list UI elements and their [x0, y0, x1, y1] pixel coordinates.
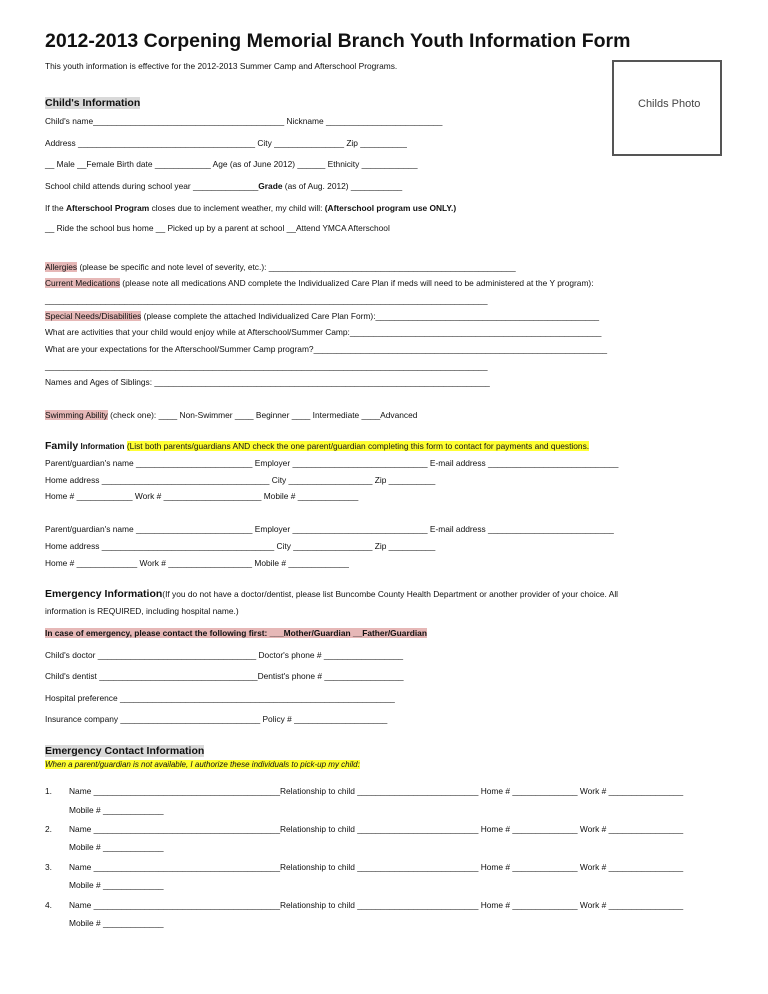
- expectations-field[interactable]: What are your expectations for the Afterschool/Summer Camp program?_______________________________________________________________: [45, 344, 608, 354]
- school-field[interactable]: School child attends during school year ______________Grade (as of Aug. 2012) ___________: [45, 181, 403, 191]
- medications-field[interactable]: Current Medications (please note all medications AND complete the Individualized Care Plan if meds will need to be administered at the Y program):: [45, 278, 594, 288]
- special-needs-label: Special Needs/Disabilities: [45, 311, 142, 321]
- emergency-heading: Emergency Information: [45, 588, 163, 600]
- contact-row-1-num: 1.: [45, 786, 52, 796]
- contacts-heading: Emergency Contact Information: [45, 745, 205, 757]
- family-instruction: (List both parents/guardians AND check the one parent/guardian completing this form to contact for payments and questions.: [126, 441, 590, 451]
- contact-row-4-num: 4.: [45, 900, 52, 910]
- gender-birth-field[interactable]: __ Male __Female Birth date ____________ Age (as of June 2012) ______ Ethnicity ____________: [45, 159, 418, 169]
- swimming-label: Swimming Ability: [45, 410, 108, 420]
- child-photo-box[interactable]: [612, 60, 722, 156]
- emergency-note: information is REQUIRED, including hospital name.): [45, 606, 239, 616]
- hospital-field[interactable]: Hospital preference ___________________________________________________________: [45, 693, 395, 703]
- family-heading: Family Information (List both parents/guardians AND check the one parent/guardian completing this form to contact for payments and questions.: [45, 440, 590, 452]
- parent2-phones-field[interactable]: Home # _____________ Work # __________________ Mobile # _____________: [45, 558, 349, 568]
- weather-question: If the Afterschool Program closes due to inclement weather, my child will: (Afterschool program use ONLY.): [45, 203, 457, 213]
- child-info-heading: Child's Information: [45, 97, 141, 109]
- doctor-field[interactable]: Child's doctor __________________________________ Doctor's phone # _________________: [45, 650, 404, 660]
- child-name-field[interactable]: Child's name_________________________________________ Nickname _________________________: [45, 116, 443, 126]
- dentist-field[interactable]: Child's dentist __________________________________Dentist's phone # _________________: [45, 671, 404, 681]
- parent1-name-field[interactable]: Parent/guardian's name _________________________ Employer _____________________________ E-mail address ____________________________: [45, 458, 619, 468]
- allergies-field[interactable]: Allergies (please be specific and note level of severity, etc.): _____________________________________________________: [45, 262, 516, 272]
- contact-row-2-mobile[interactable]: Mobile # _____________: [69, 842, 164, 852]
- intro-text: This youth information is effective for the 2012-2013 Summer Camp and Afterschool Programs.: [45, 61, 398, 71]
- parent1-address-field[interactable]: Home address ____________________________________ City __________________ Zip __________: [45, 475, 436, 485]
- swimming-field[interactable]: Swimming Ability (check one): ____ Non-Swimmer ____ Beginner ____ Intermediate ____Advanced: [45, 410, 418, 420]
- parent1-phones-field[interactable]: Home # ____________ Work # _____________________ Mobile # _____________: [45, 491, 359, 501]
- contact-row-3[interactable]: Name ________________________________________Relationship to child __________________________ Home # ______________ Work # ________________: [69, 862, 684, 872]
- contact-row-2-num: 2.: [45, 824, 52, 834]
- weather-options[interactable]: __ Ride the school bus home __ Picked up by a parent at school __Attend YMCA Afterschool: [45, 223, 390, 233]
- contact-row-2[interactable]: Name ________________________________________Relationship to child __________________________ Home # ______________ Work # ________________: [69, 824, 684, 834]
- parent2-address-field[interactable]: Home address _____________________________________ City _________________ Zip __________: [45, 541, 436, 551]
- activities-field[interactable]: What are activities that your child would enjoy while at Afterschool/Summer Camp:______________________________________________________: [45, 327, 602, 337]
- insurance-field[interactable]: Insurance company ______________________________ Policy # ____________________: [45, 714, 388, 724]
- expectations-blank[interactable]: _______________________________________________________________________________________________: [45, 361, 488, 371]
- section-child-info: [45, 98, 140, 109]
- medications-label: Current Medications: [45, 278, 120, 288]
- contact-row-1-mobile[interactable]: Mobile # _____________: [69, 805, 164, 815]
- parent2-name-field[interactable]: Parent/guardian's name _________________________ Employer _____________________________ E-mail address ___________________________: [45, 524, 614, 534]
- contact-row-4-mobile[interactable]: Mobile # _____________: [69, 918, 164, 928]
- siblings-field[interactable]: Names and Ages of Siblings: ________________________________________________________________________: [45, 377, 490, 387]
- authorize-text: When a parent/guardian is not available, I authorize these individuals to pick-up my child:: [45, 760, 360, 769]
- emergency-heading-line: Emergency Information(If you do not have a doctor/dentist, please list Buncombe County Health Department or another provider of your choice. All: [45, 588, 619, 600]
- address-field[interactable]: Address ______________________________________ City _______________ Zip __________: [45, 138, 407, 148]
- contact-row-3-num: 3.: [45, 862, 52, 872]
- allergies-label: Allergies: [45, 262, 78, 272]
- contact-first-field[interactable]: In case of emergency, please contact the following first: ___Mother/Guardian __Father/Guardian: [45, 628, 427, 638]
- medications-blank[interactable]: _______________________________________________________________________________________________: [45, 295, 488, 305]
- contact-row-1[interactable]: Name ________________________________________Relationship to child __________________________ Home # ______________ Work # ________________: [69, 786, 684, 796]
- contact-row-4[interactable]: Name ________________________________________Relationship to child __________________________ Home # ______________ Work # ________________: [69, 900, 684, 910]
- photo-label: Childs Photo: [638, 98, 701, 110]
- contact-row-3-mobile[interactable]: Mobile # _____________: [69, 880, 164, 890]
- form-title: 2012-2013 Corpening Memorial Branch Youth Information Form: [45, 30, 631, 52]
- special-needs-field[interactable]: Special Needs/Disabilities (please complete the attached Individualized Care Plan Form):________________________________________________: [45, 311, 600, 321]
